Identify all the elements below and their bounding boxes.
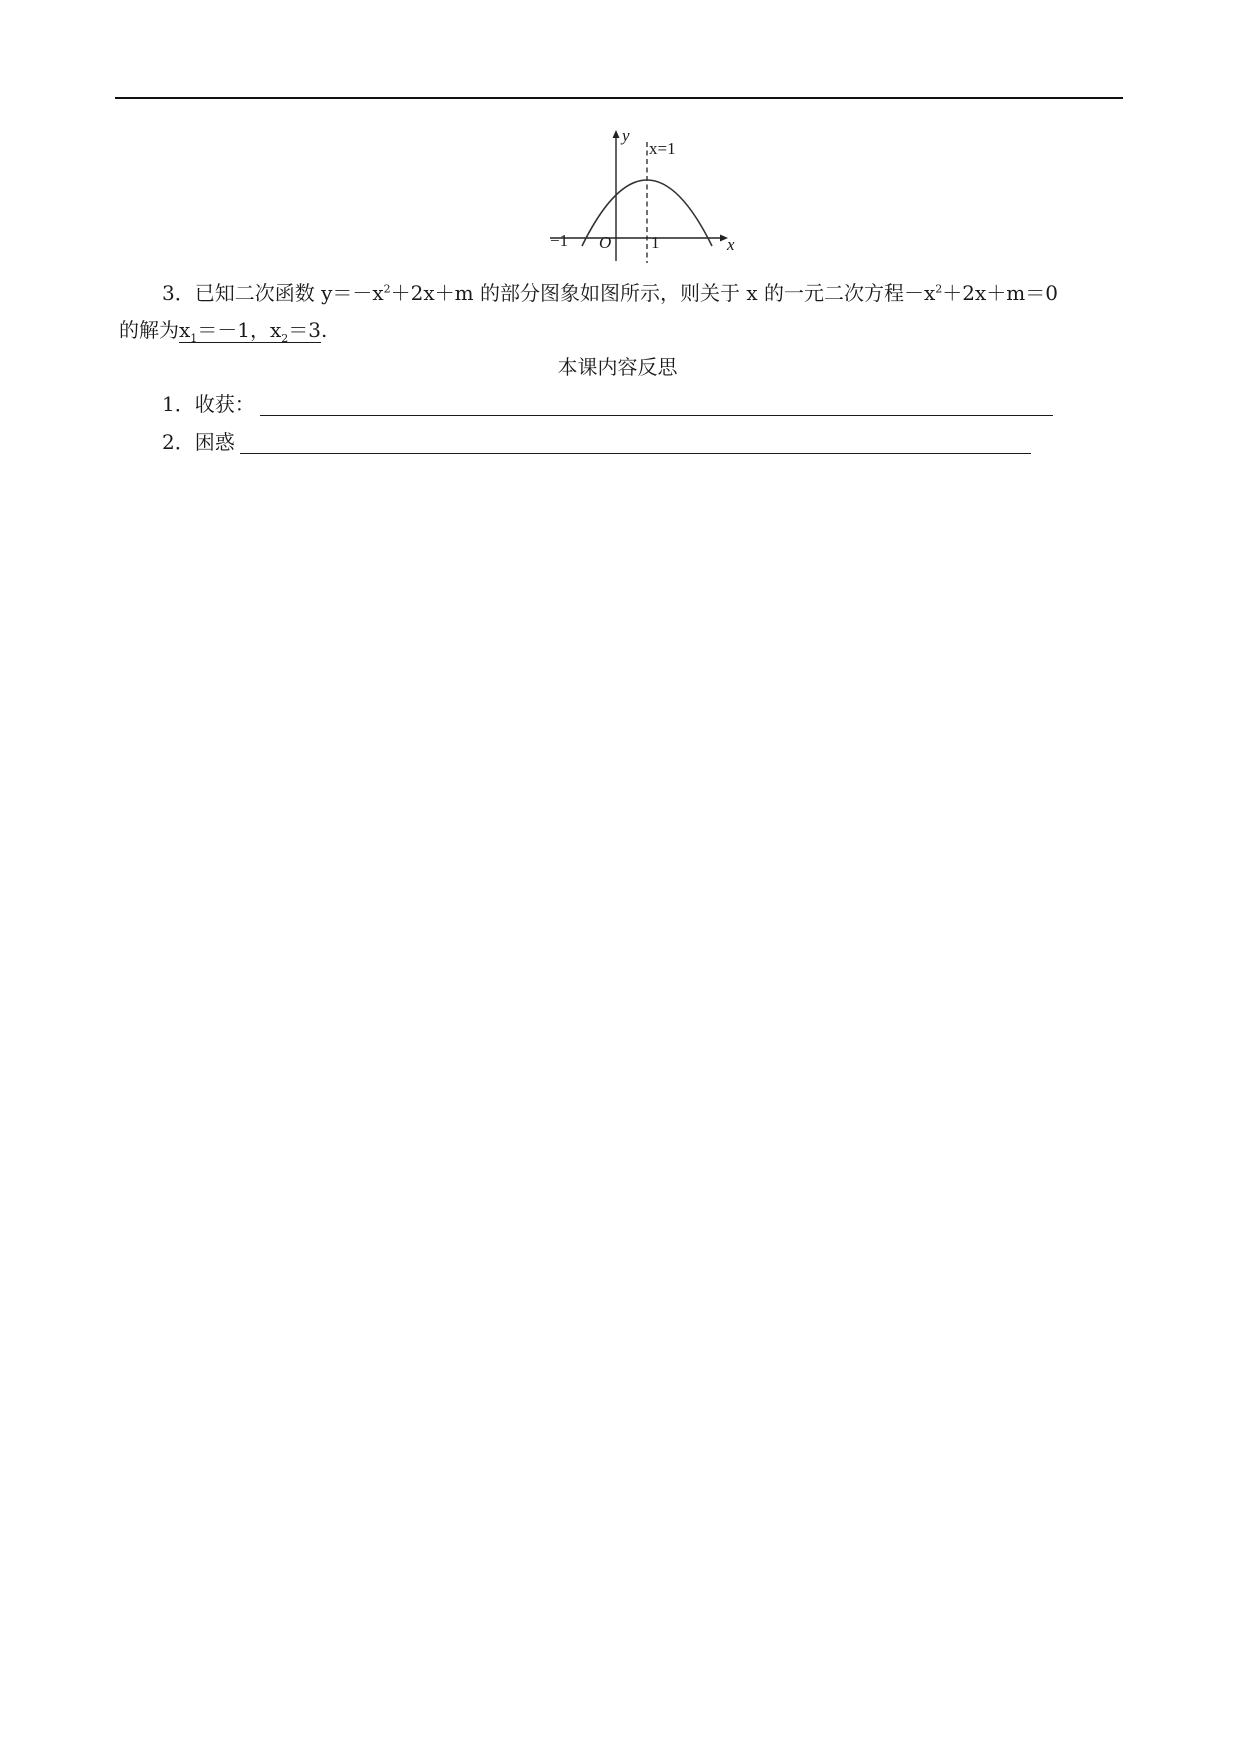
reflection-item-doubts: 2．困惑 — [162, 430, 235, 454]
answer-prefix: 的解为 — [119, 318, 179, 342]
origin-label: O — [599, 233, 612, 252]
doubts-blank-line[interactable] — [240, 453, 1031, 454]
answer-x2: x — [270, 318, 282, 342]
question-text-c: 的一元二次方程 — [764, 281, 904, 305]
parabola-graph — [550, 125, 740, 265]
answer-x1: x — [179, 318, 191, 342]
symmetry-label: x=1 — [649, 139, 676, 158]
y-axis-arrow — [613, 130, 620, 138]
reflection-item-gains: 1．收获： — [162, 392, 255, 416]
answer-sub2: 2 — [281, 332, 289, 345]
question-text-a: 已知二次函数 — [194, 281, 315, 305]
gains-blank-line[interactable] — [260, 415, 1053, 416]
question-text-b: 的部分图象如图所示，则关于 — [480, 281, 740, 305]
answer-blank — [179, 318, 321, 343]
answer-eq2: ＝3 — [288, 318, 322, 342]
question-3-line-2 — [119, 318, 328, 345]
question-3-line-1: 3．已知二次函数 $y=-x^2+2x+m$ 的部分图象如图所示，则关于 x 的一元二次方程$-x^2+2x+m=0$ — [162, 281, 1058, 305]
reflection-title: 本课内容反思 — [557, 355, 678, 379]
answer-sub1: 1 — [190, 332, 198, 345]
parabola-figure — [550, 125, 740, 265]
y-axis-label: y — [622, 126, 630, 145]
header-rule — [115, 97, 1123, 99]
one-label: 1 — [651, 233, 660, 252]
x-axis-label: x — [727, 235, 735, 254]
answer-suffix: . — [321, 318, 328, 342]
neg-one-label: −1 — [550, 231, 569, 250]
question-number: 3． — [162, 281, 195, 305]
question-var-x: x — [746, 281, 758, 305]
answer-eq1: ＝－1， — [197, 318, 271, 342]
